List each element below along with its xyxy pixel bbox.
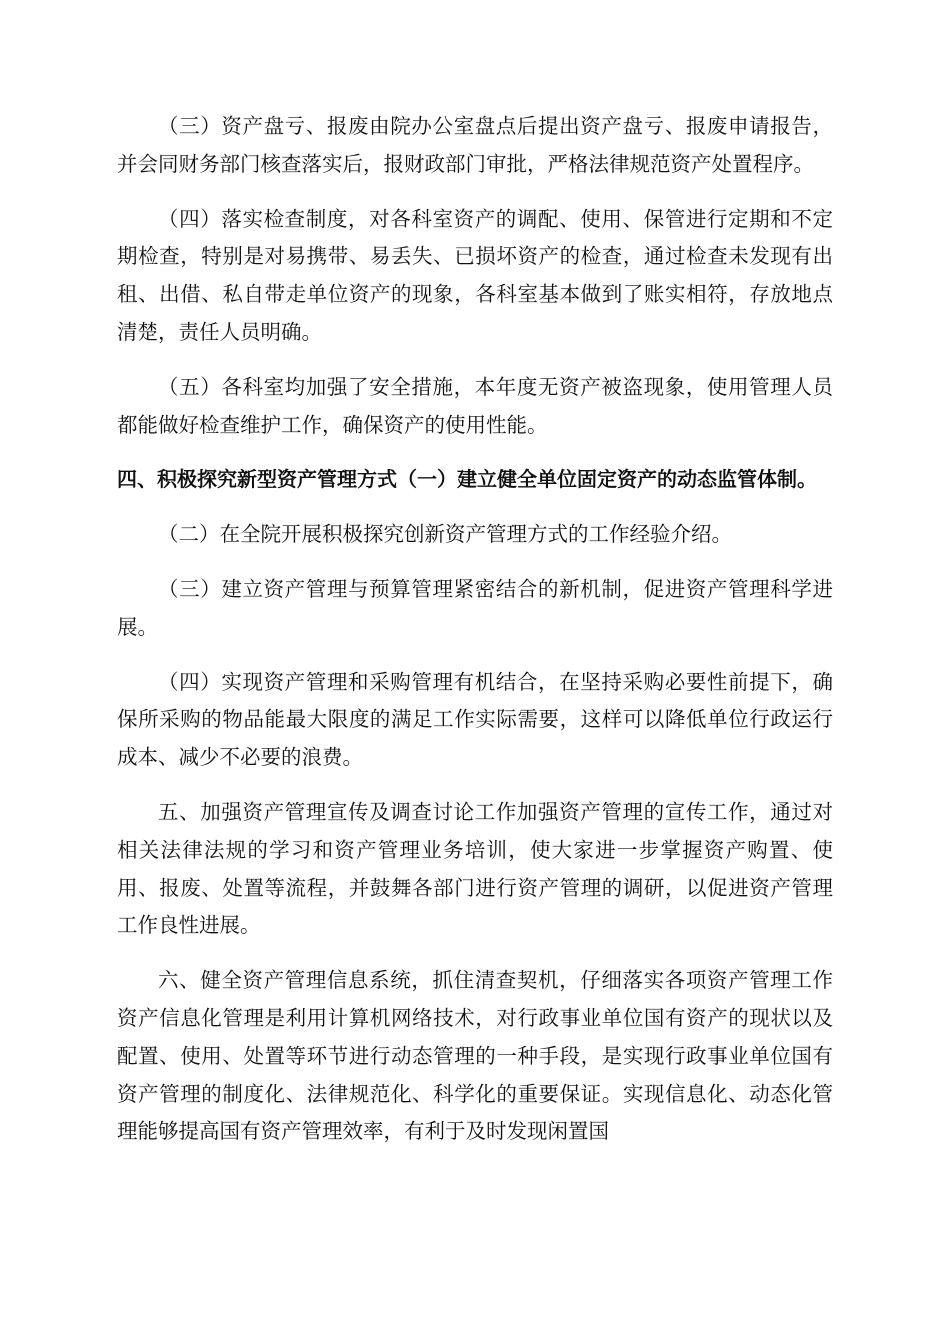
paragraph-section-five: 五、加强资产管理宣传及调查讨论工作加强资产管理的宣传工作，通过对相关法律法规的学习和资产管理业务培训，使大家进一步掌握资产购置、使用、报废、处置等流程，并鼓舞各部门进行资产管理的调研，以促进资产管理工作良性进展。 xyxy=(117,799,833,938)
paragraph-safety-measures: （五）各科室均加强了安全措施，本年度无资产被盗现象，使用管理人员都能做好检查维护工作，确保资产的使用性能。 xyxy=(117,374,833,437)
paragraph-budget-mechanism: （三）建立资产管理与预算管理紧密结合的新机制，促进资产管理科学进展。 xyxy=(117,576,833,639)
paragraph-experience-sharing: （二）在全院开展积极探究创新资产管理方式的工作经验介绍。 xyxy=(158,522,732,547)
paragraph-asset-loss-scrap: （三）资产盘亏、报废由院办公室盘点后提出资产盘亏、报废申请报告，并会同财务部门核查落实后，报财政部门审批，严格法律规范资产处置程序。 xyxy=(117,114,833,176)
document-page xyxy=(117,108,833,1151)
paragraph-section-six: 六、健全资产管理信息系统，抓住清查契机，仔细落实各项资产管理工作资产信息化管理是利用计算机网络技术，对行政事业单位国有资产的现状以及配置、使用、处置等环节进行动态管理的一种手段，是实现行政事业单位国有资产管理的制度化、法律规范化、科学化的重要保证。实现信息化、动态化管理能够提高国有资产管理效率，有利于及时发现闲置国 xyxy=(117,968,833,1144)
paragraph-procurement-integration: （四）实现资产管理和采购管理有机结合，在坚持采购必要性前提下，确保所采购的物品能最大限度的满足工作实际需要，这样可以降低单位行政运行成本、减少不必要的浪费。 xyxy=(117,669,833,770)
section-heading-four: 四、积极探究新型资产管理方式（一）建立健全单位固定资产的动态监管体制。 xyxy=(117,467,817,492)
paragraph-inspection-system: （四）落实检查制度，对各科室资产的调配、使用、保管进行定期和不定期检查，特别是对易携带、易丢失、已损坏资产的检查，通过检查未发现有出租、出借、私自带走单位资产的现象，各科室基本做到了账实相符，存放地点清楚，责任人员明确。 xyxy=(117,206,833,344)
